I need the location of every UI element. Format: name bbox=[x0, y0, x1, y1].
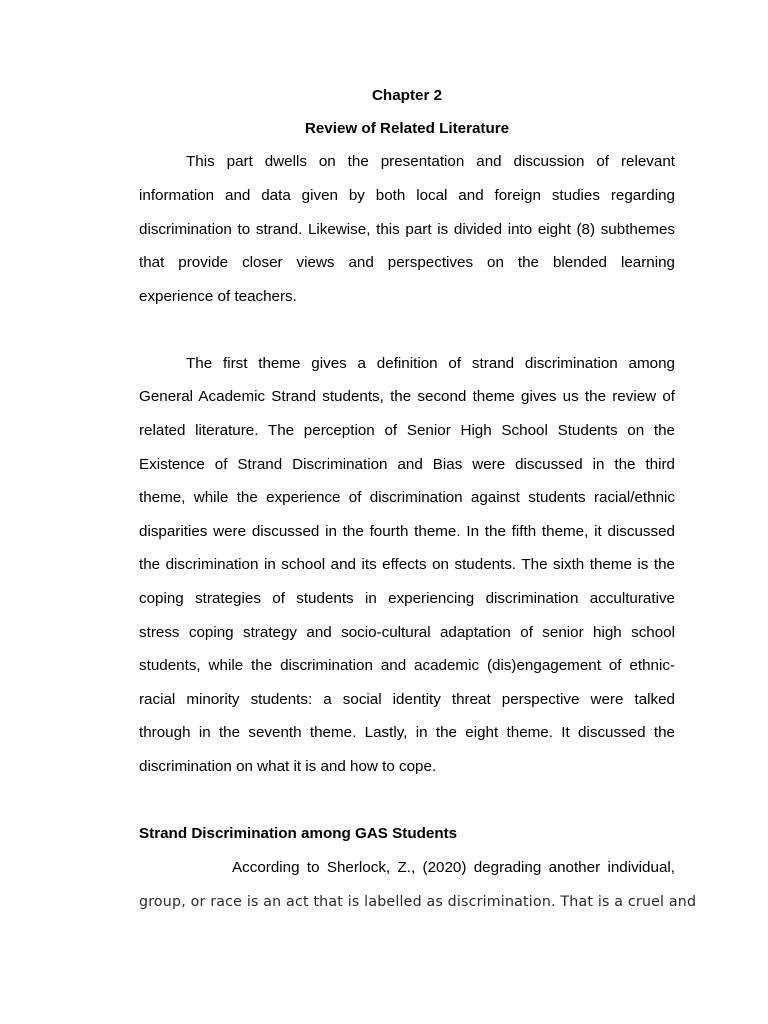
paragraph-2-line: discrimination on what it is and how to cope. bbox=[139, 758, 437, 775]
paragraph-2-line: racial minority students: a social identity threat perspective were talked bbox=[139, 691, 675, 708]
paragraph-2-line: through in the seventh theme. Lastly, in the eight theme. It discussed the bbox=[139, 724, 675, 741]
chapter-label: Chapter 2 bbox=[371, 87, 443, 104]
page-title: Review of Related Literature bbox=[304, 120, 510, 137]
paragraph-2-line: coping strategies of students in experiencing discrimination acculturative bbox=[139, 590, 675, 607]
paragraph-1-line: that provide closer views and perspectives on the blended learning bbox=[139, 254, 675, 271]
paragraph-2-line: related literature. The perception of Senior High School Students on the bbox=[139, 422, 675, 439]
paragraph-2-line: theme, while the experience of discrimination against students racial/ethnic bbox=[139, 489, 675, 506]
paragraph-3-line: group, or race is an act that is labelled as discrimination. That is a cruel and bbox=[139, 894, 697, 910]
paragraph-1-line: discrimination to strand. Likewise, this part is divided into eight (8) subthemes bbox=[139, 221, 675, 238]
paragraph-2-line: Existence of Strand Discrimination and Bias were discussed in the third bbox=[139, 456, 675, 473]
paragraph-3-line: According to Sherlock, Z., (2020) degrading another individual, bbox=[232, 859, 675, 876]
paragraph-1-line: information and data given by both local and foreign studies regarding bbox=[139, 187, 675, 204]
paragraph-2-line: students, while the discrimination and academic (dis)engagement of ethnic- bbox=[139, 657, 675, 674]
paragraph-2-line: the discrimination in school and its effects on students. The sixth theme is the bbox=[139, 556, 675, 573]
paragraph-2-line: disparities were discussed in the fourth theme. In the fifth theme, it discussed bbox=[139, 523, 675, 540]
paragraph-1-line: experience of teachers. bbox=[139, 288, 297, 305]
paragraph-2-line: General Academic Strand students, the second theme gives us the review of bbox=[139, 388, 675, 405]
section-heading: Strand Discrimination among GAS Students bbox=[139, 825, 458, 842]
paragraph-2-line: stress coping strategy and socio-cultural adaptation of senior high school bbox=[139, 624, 675, 641]
paragraph-1-line: This part dwells on the presentation and discussion of relevant bbox=[186, 153, 675, 170]
paragraph-2-line: The first theme gives a definition of strand discrimination among bbox=[186, 355, 675, 372]
